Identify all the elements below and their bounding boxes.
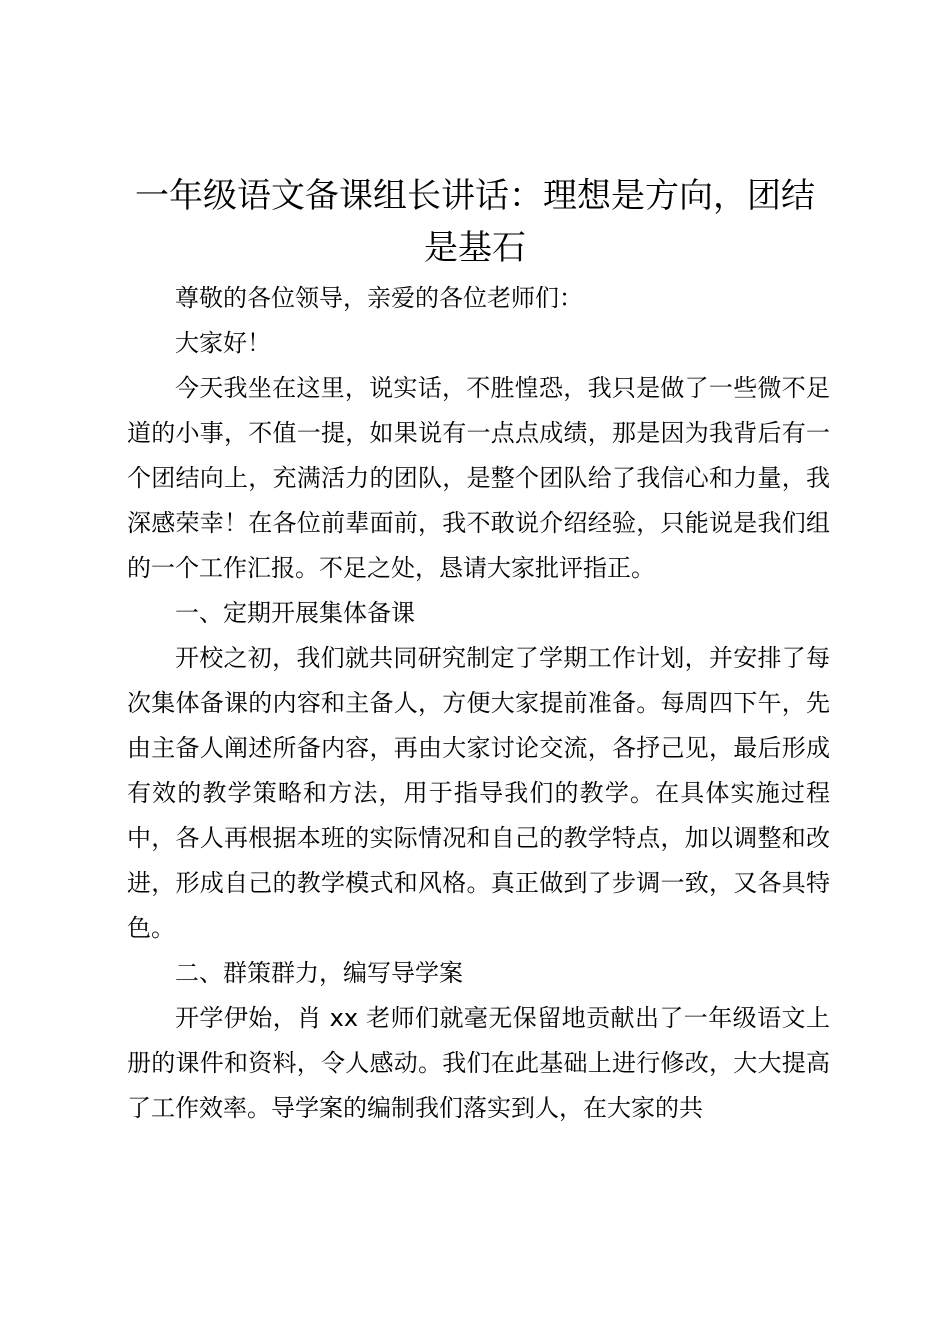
section-2-paragraph: 开学伊始，肖 xx 老师们就毫无保留地贡献出了一年级语文上册的课件和资料，令人感动。我们在此基础上进行修改，大大提高了工作效率。导学案的编制我们落实到人，在大家的共 <box>127 1004 830 1122</box>
section-1-heading: 一、定期开展集体备课 <box>175 599 415 627</box>
intro-paragraph: 今天我坐在这里，说实话，不胜惶恐，我只是做了一些微不足道的小事，不值一提，如果说有一点点成绩，那是因为我背后有一个团结向上，充满活力的团队，是整个团队给了我信心和力量，我深感荣幸！在各位前辈面前，我不敢说介绍经验，只能说是我们组的一个工作汇报。不足之处，恳请大家批评指正。 <box>127 374 830 582</box>
greeting: 大家好！ <box>175 329 271 357</box>
document-title: 一年级语文备课组长讲话：理想是方向，团结是基石 <box>135 176 815 268</box>
salutation: 尊敬的各位领导，亲爱的各位老师们： <box>175 284 583 312</box>
section-2-heading: 二、群策群力，编写导学案 <box>175 959 463 987</box>
section-1-paragraph: 开校之初，我们就共同研究制定了学期工作计划，并安排了每次集体备课的内容和主备人，方便大家提前准备。每周四下午，先由主备人阐述所备内容，再由大家讨论交流，各抒己见，最后形成有效的教学策略和方法，用于指导我们的教学。在具体实施过程中，各人再根据本班的实际情况和自己的教学特点，加以调整和改进，形成自己的教学模式和风格。真正做到了步调一致，又各具特色。 <box>127 644 830 942</box>
document-body <box>127 276 830 1131</box>
